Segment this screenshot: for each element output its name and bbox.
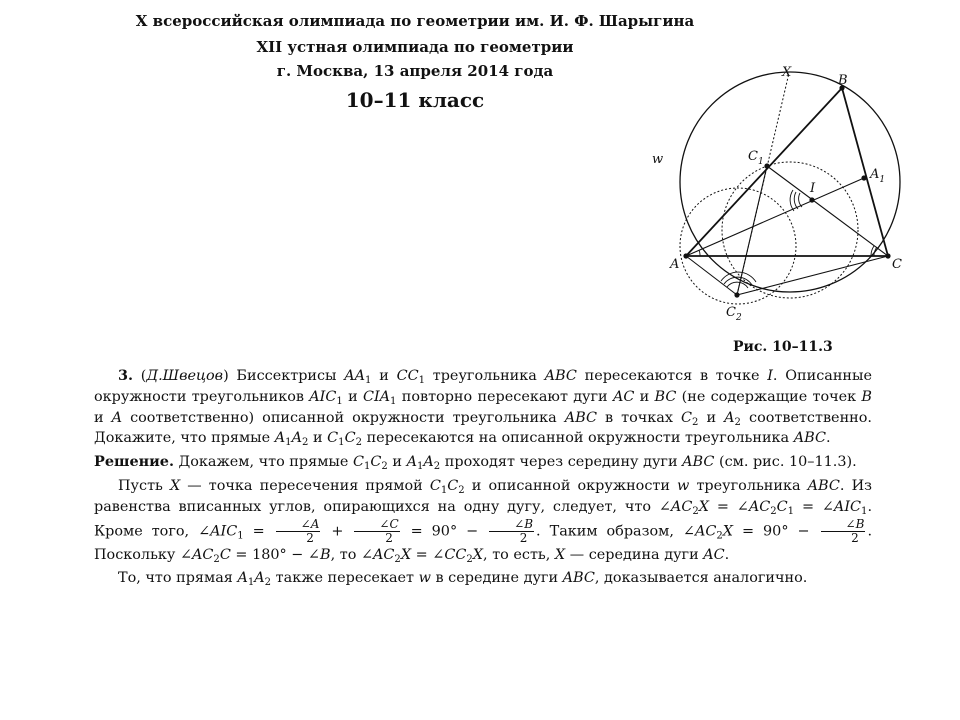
angle-mark-i-2 bbox=[794, 192, 798, 209]
problem-text-block bbox=[94, 366, 872, 592]
label-c1: $C_1$ bbox=[748, 149, 764, 167]
grade-title: 10–11 класс bbox=[345, 88, 485, 112]
olympiad-subtitle: XII устная олимпиада по геометрии bbox=[256, 38, 574, 56]
angle-mark-i-3 bbox=[790, 190, 794, 211]
segment-bc bbox=[842, 88, 888, 256]
bisector-aa1 bbox=[686, 178, 864, 256]
label-c: C bbox=[892, 257, 902, 272]
label-a: A bbox=[670, 257, 680, 272]
solution-conclusion: То, что прямая $A_1A_2$ также пересекает w в середине дуги ABC, доказывается аналогично. bbox=[118, 570, 808, 589]
point-a1 bbox=[861, 175, 866, 180]
circle-aic1 bbox=[680, 188, 796, 304]
label-i: I bbox=[810, 181, 816, 196]
point-c1 bbox=[764, 163, 769, 168]
label-b: B bbox=[838, 73, 848, 88]
problem-statement: 3. (Д.Швецов) Биссектрисы $AA_1$ и $CC_1$ треугольника ABC пересекаются в точке I. Описанные окружности треугольников $AIC_1$ и $CIA_1$ повторно пересекают дуги AC и BC (не содержащие точек B и A соответственно) описанной окружности треугольника ABC в точках $C_2$ и $A_2$ соответственно. Докажите, что прямые $A_1A_2$ и $C_1C_2$ пересекаются на описанной окружности треугольника ABC. bbox=[94, 367, 872, 449]
point-a bbox=[683, 253, 688, 258]
geometry-figure bbox=[640, 60, 910, 330]
segment-c2-a bbox=[686, 256, 737, 295]
point-i bbox=[809, 197, 814, 202]
solution-intro: Решение. Докажем, что прямые $C_1C_2$ и $A_1A_2$ проходят через середину дуги ABC (см. рис. 10–11.3). bbox=[94, 453, 857, 473]
segment-ab bbox=[686, 88, 842, 256]
olympiad-place-date: г. Москва, 13 апреля 2014 года bbox=[276, 62, 554, 80]
figure-caption: Рис. 10–11.3 bbox=[733, 339, 833, 355]
olympiad-title: X всероссийская олимпиада по геометрии им. И. Ф. Шарыгина bbox=[135, 12, 695, 30]
label-c2: $C_2$ bbox=[726, 305, 742, 323]
label-x: X bbox=[782, 65, 792, 80]
solution-body: Пусть X — точка пересечения прямой $C_1C_2$ и описанной окружности w треугольника ABC. Из равенства вписанных углов, опирающихся на одну дугу, следует, что $\angle AC_2X$ = $\angle AC_2C_1$ = $\angle AIC_1$. Кроме того, $\angle AIC_1$ = $\frac{\angle A}{2}$ + $\frac{\angle C}{2}$ = 90° − $\frac{\angle B}{2}$ . Таким образом, $\angle AC_2X = 90^\circ$ − $\frac{\angle B}{2}$ . Поскольку $\angle AC_2C = 180^\circ$ − ∠B, то $\angle AC_2X$ = $\angle CC_2X$, то есть, X — середина дуги AC. bbox=[94, 477, 873, 565]
point-c2 bbox=[734, 292, 739, 297]
label-a1: $A_1$ bbox=[870, 167, 886, 185]
point-c bbox=[885, 253, 890, 258]
label-w: w bbox=[652, 152, 664, 167]
